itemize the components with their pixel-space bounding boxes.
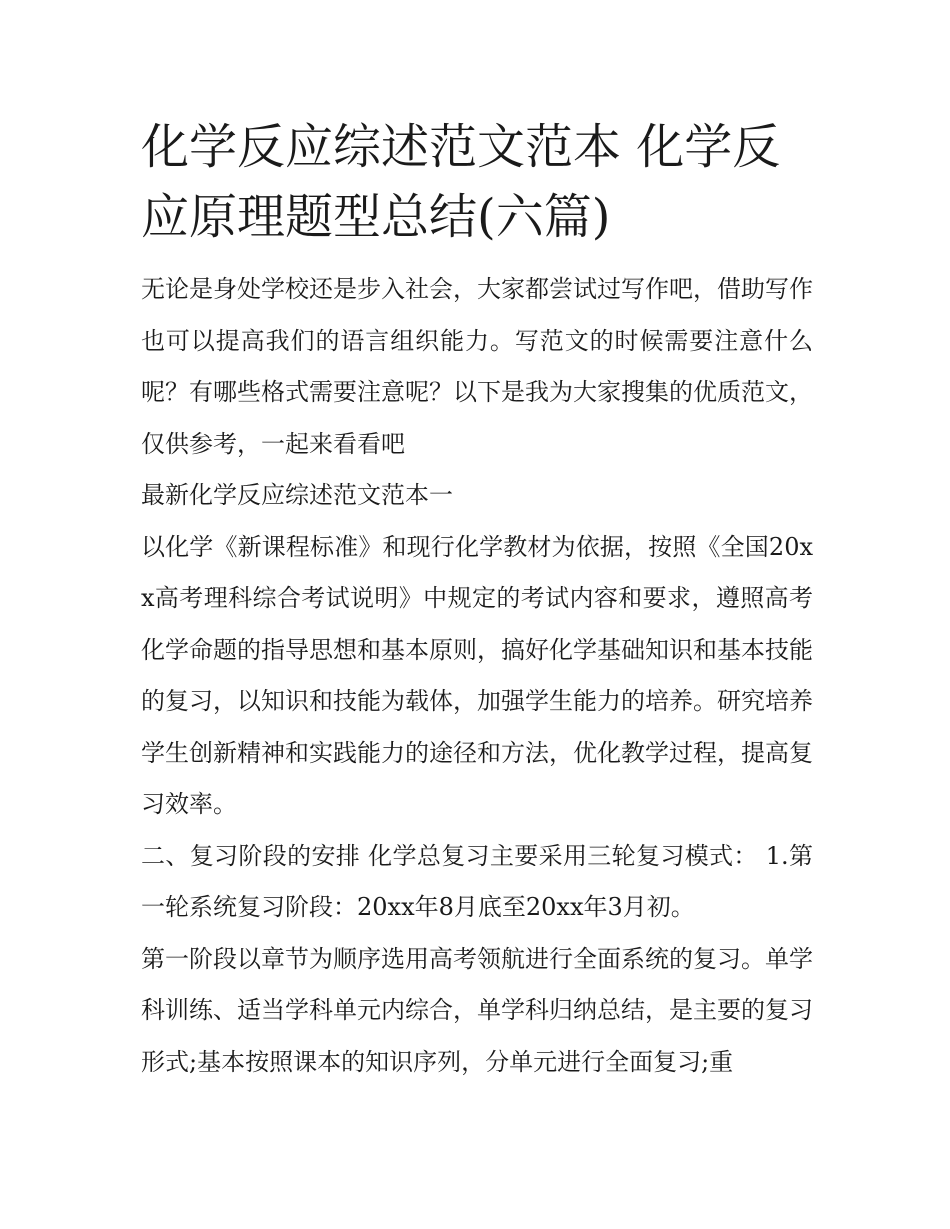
document-body: [141, 112, 813, 1088]
document-title: 化学反应综述范文范本 化学反应原理题型总结(六篇): [141, 119, 781, 245]
section-heading: 最新化学反应综述范文范本一: [141, 481, 453, 509]
intro-paragraph: 无论是身处学校还是步入社会，大家都尝试过写作吧，借助写作也可以提高我们的语言组织能力。写范文的时候需要注意什么呢？有哪些格式需要注意呢？以下是我为大家搜集的优质范文，仅供参考，一起来看看吧: [141, 275, 813, 458]
body-paragraph: 二、复习阶段的安排 化学总复习主要采用三轮复习模式： 1.第一轮系统复习阶段：20xx年8月底至20xx年3月初。: [141, 841, 813, 921]
body-paragraph: 以化学《新课程标准》和现行化学教材为依据，按照《全国20xx高考理科综合考试说明》中规定的考试内容和要求，遵照高考化学命题的指导思想和基本原则，搞好化学基础知识和基本技能的复习，以知识和技能为载体，加强学生能力的培养。研究培养学生创新精神和实践能力的途径和方法，优化教学过程，提高复习效率。: [141, 532, 813, 818]
body-paragraph: 第一阶段以章节为顺序选用高考领航进行全面系统的复习。单学科训练、适当学科单元内综合，单学科归纳总结，是主要的复习形式;基本按照课本的知识序列，分单元进行全面复习;重: [141, 944, 813, 1076]
